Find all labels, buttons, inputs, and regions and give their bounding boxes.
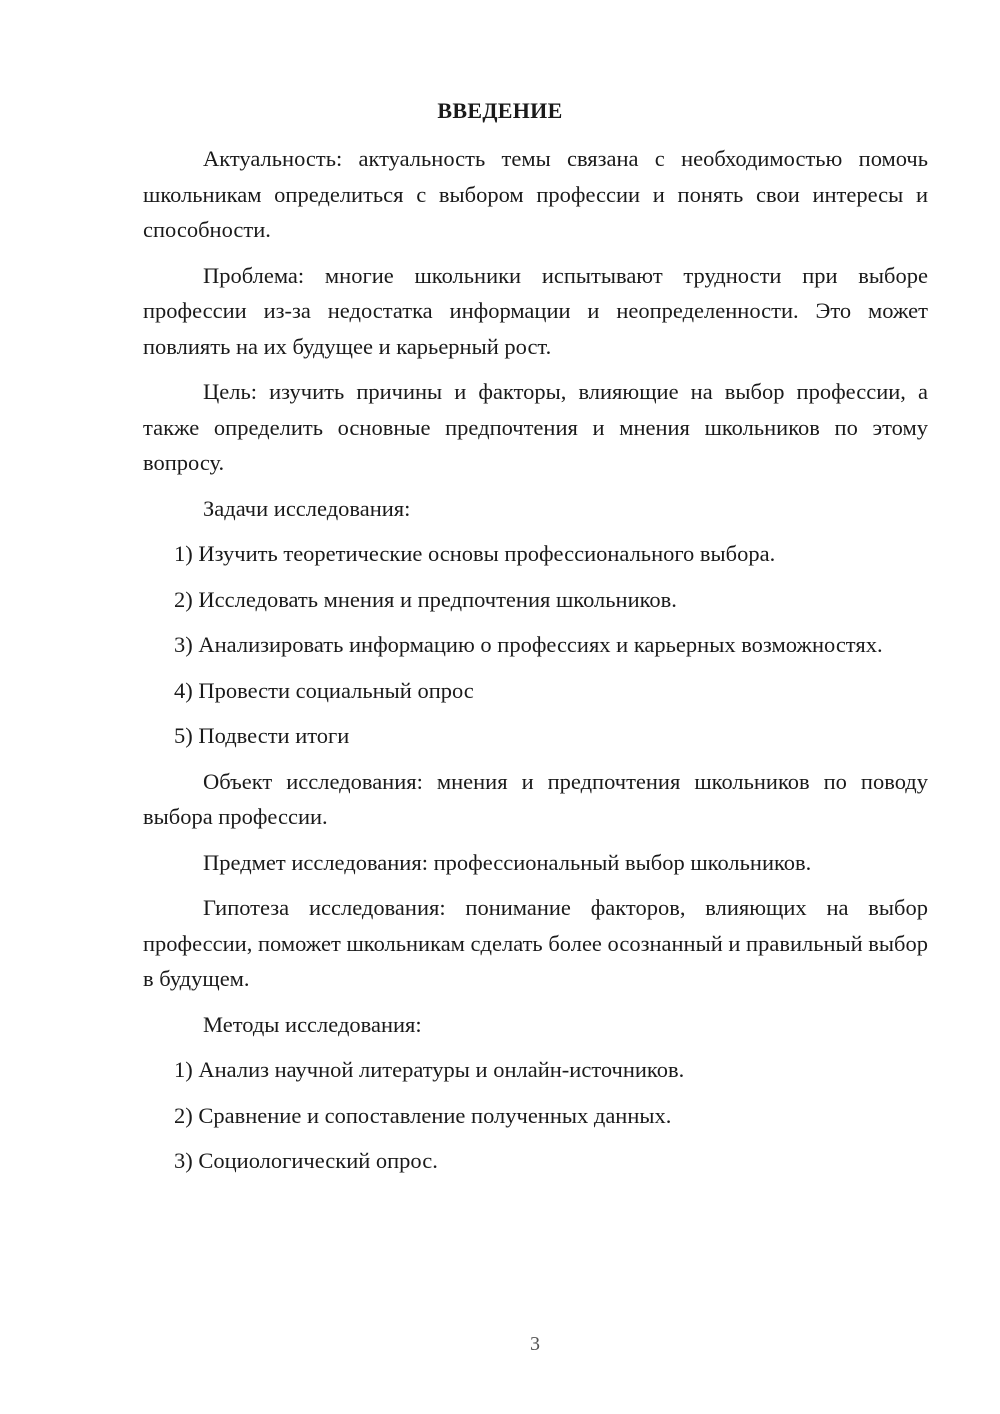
task-item: 3) Анализировать информацию о профессиях и карьерных возможностях.: [174, 632, 883, 657]
object-paragraph: Объект исследования: мнения и предпочтения школьников по поводу выбора профессии.: [143, 768, 928, 829]
task-item: 1) Изучить теоретические основы профессионального выбора.: [174, 541, 776, 566]
method-item: 3) Социологический опрос.: [174, 1148, 438, 1173]
hypothesis-paragraph: Гипотеза исследования: понимание факторов, влияющих на выбор профессии, поможет школьникам сделать более осознанный и правильный выбор в будущем.: [143, 895, 928, 991]
subject-paragraph: Предмет исследования: профессиональный выбор школьников.: [203, 849, 812, 875]
task-item: 4) Провести социальный опрос: [174, 677, 474, 703]
page-title: ВВЕДЕНИЕ: [437, 98, 563, 123]
page-number: 3: [530, 1333, 540, 1355]
method-item: 1) Анализ научной литературы и онлайн-источников.: [174, 1057, 685, 1082]
task-item: 2) Исследовать мнения и предпочтения школьников.: [174, 586, 677, 612]
page-content: [143, 141, 928, 1189]
tasks-heading: Задачи исследования:: [203, 495, 411, 521]
methods-heading: Методы исследования:: [203, 1011, 422, 1037]
goal-paragraph: Цель: изучить причины и факторы, влияющие на выбор профессии, а также определить основные предпочтения и мнения школьников по этому вопросу.: [143, 379, 928, 475]
method-item: 2) Сравнение и сопоставление полученных данных.: [174, 1102, 672, 1128]
task-item: 5) Подвести итоги: [174, 723, 350, 748]
problem-paragraph: Проблема: многие школьники испытывают трудности при выборе профессии из-за недостатка информации и неопределенности. Это может повлиять на их будущее и карьерный рост.: [143, 262, 928, 359]
relevance-paragraph: Актуальность: актуальность темы связана с необходимостью помочь школьникам определиться с выбором профессии и понять свои интересы и способности.: [143, 146, 928, 242]
